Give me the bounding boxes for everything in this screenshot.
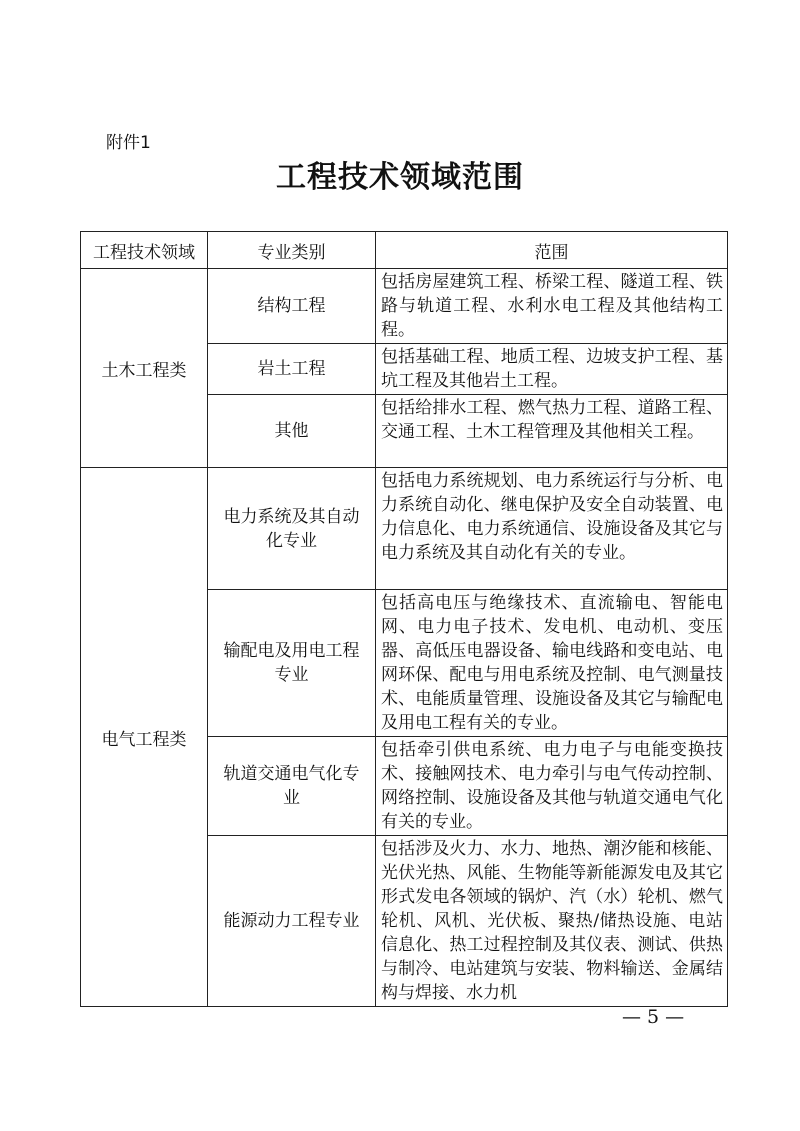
scope-cell: 包括牵引供电系统、电力电子与电能变换技术、接触网技术、电力牵引与电气传动控制、网络控制、设施设备及其他与轨道交通电气化有关的专业。 bbox=[376, 737, 728, 836]
category-cell: 输配电及用电工程专业 bbox=[208, 590, 376, 737]
category-cell: 岩土工程 bbox=[208, 344, 376, 395]
scope-cell: 包括给排水工程、燃气热力工程、道路工程、交通工程、土木工程管理及其他相关工程。 bbox=[376, 395, 728, 468]
page-title: 工程技术领域范围 bbox=[276, 160, 524, 195]
domain-electrical: 电气工程类 bbox=[81, 468, 208, 1007]
table-header-row bbox=[81, 232, 728, 269]
scope-table bbox=[80, 231, 728, 1007]
table-row bbox=[81, 468, 728, 590]
category-cell: 其他 bbox=[208, 395, 376, 468]
category-cell: 轨道交通电气化专业 bbox=[208, 737, 376, 836]
scope-cell: 包括涉及火力、水力、地热、潮汐能和核能、光伏光热、风能、生物能等新能源发电及其它形式发电各领域的锅炉、汽（水）轮机、燃气轮机、风机、光伏板、聚热/储热设施、电站信息化、热工过程控制及其仪表、测试、供热与制冷、电站建筑与安装、物料输送、金属结构与焊接、水力机 bbox=[376, 836, 728, 1007]
scope-cell: 包括房屋建筑工程、桥梁工程、隧道工程、铁路与轨道工程、水利水电工程及其他结构工程。 bbox=[376, 269, 728, 344]
table-row bbox=[81, 269, 728, 344]
domain-civil: 土木工程类 bbox=[81, 269, 208, 468]
scope-cell: 包括高电压与绝缘技术、直流输电、智能电网、电力电子技术、发电机、电动机、变压器、高低压电器设备、输电线路和变电站、电网环保、配电与用电系统及控制、电气测量技术、电能质量管理、设施设备及其它与输配电及用电工程有关的专业。 bbox=[376, 590, 728, 737]
header-scope: 范围 bbox=[376, 232, 728, 269]
scope-cell: 包括电力系统规划、电力系统运行与分析、电力系统自动化、继电保护及安全自动装置、电力信息化、电力系统通信、设施设备及其它与电力系统及其自动化有关的专业。 bbox=[376, 468, 728, 590]
attachment-label: 附件1 bbox=[106, 133, 151, 153]
page-number: — 5 — bbox=[622, 1006, 685, 1028]
category-cell: 电力系统及其自动化专业 bbox=[208, 468, 376, 590]
scope-cell: 包括基础工程、地质工程、边坡支护工程、基坑工程及其他岩土工程。 bbox=[376, 344, 728, 395]
category-cell: 能源动力工程专业 bbox=[208, 836, 376, 1007]
header-category: 专业类别 bbox=[208, 232, 376, 269]
header-domain: 工程技术领域 bbox=[81, 232, 208, 269]
category-cell: 结构工程 bbox=[208, 269, 376, 344]
